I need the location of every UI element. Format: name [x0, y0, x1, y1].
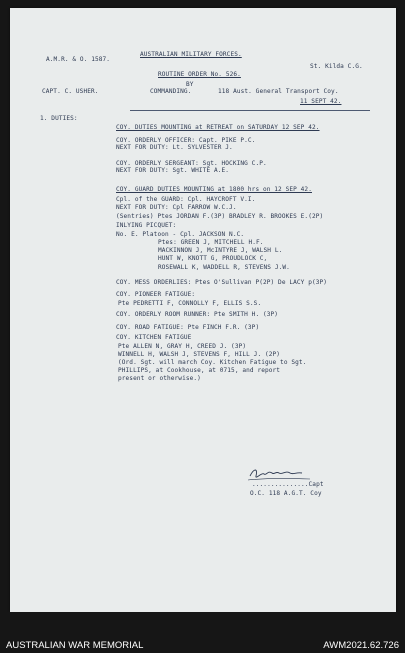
duty-line: COY. ORDERLY ROOM RUNNER: Pte SMITH H. (3P) [116, 311, 279, 318]
duty-line: COY. KITCHEN FATIGUE [116, 334, 192, 341]
order-date: 11 SEPT 42. [300, 98, 342, 105]
order-reference: A.M.R. & O. 1587. [46, 56, 111, 63]
duty-line: COY. ORDERLY SERGEANT: Sgt. HOCKING C.P. [116, 160, 267, 167]
footer-catalog-id: AWM2021.62.726 [323, 640, 399, 651]
footer-institution: AUSTRALIAN WAR MEMORIAL [6, 640, 144, 651]
unit-name: 118 Aust. General Transport Coy. [218, 88, 339, 95]
duty-line: Ptes: GREEN J, MITCHELL H.F. [158, 239, 264, 246]
duty-line: HUNT W, KNOTT G, PROUDLOCK C, [158, 255, 268, 262]
by-label: BY [186, 81, 194, 88]
duty-line: NEXT FOR DUTY: Cpl FARROW W.C.J. [116, 204, 237, 211]
duty-line: NEXT FOR DUTY: Sgt. WHITE A.E. [116, 167, 230, 174]
archive-footer [0, 612, 405, 653]
document-page [10, 8, 396, 612]
duty-line: (Sentries) Ptes JORDAN F.(3P) BRADLEY R. BROOKES E.(2P) [116, 213, 324, 220]
routine-order-number: ROUTINE ORDER No. 526. [158, 71, 241, 78]
duty-line: NEXT FOR DUTY: Lt. SYLVESTER J. [116, 144, 233, 151]
duty-line: Cpl. of the GUARD: Cpl. HAYCROFT V.I. [116, 196, 256, 203]
duty-line: INLYING PICQUET: [116, 222, 177, 229]
header-rule [130, 110, 370, 111]
document-title: AUSTRALIAN MILITARY FORCES. [140, 51, 242, 58]
officer-name: CAPT. C. USHER. [42, 88, 99, 95]
duty-line: COY. GUARD DUTIES MOUNTING at 1800 hrs on 12 SEP 42. [116, 186, 312, 193]
signature-title: O.C. 118 A.G.T. Coy [250, 490, 322, 497]
commanding-label: COMMANDING. [150, 88, 192, 95]
duty-line: PHILLIPS, at Cookhouse, at 0715, and report [118, 367, 281, 374]
duty-line: COY. PIONEER FATIGUE: [116, 291, 196, 298]
duty-line: COY. ORDERLY OFFICER: Capt. PIKE P.C. [116, 137, 256, 144]
duty-line: WINNELL H, WALSH J, STEVENS F, HILL J. (2P) [118, 351, 281, 358]
duty-line: MACKINNON J, McINTYRE J, WALSH L. [158, 247, 283, 254]
duty-line: No. E. Platoon - Cpl. JACKSON N.C. [116, 231, 245, 238]
duty-line: present or otherwise.) [118, 375, 201, 382]
duty-line: (Ord. Sgt. will march Coy. Kitchen Fatigue to Sgt. [118, 359, 307, 366]
signature-line: ...............Capt [252, 481, 324, 488]
duty-line: Pte ALLEN N, GRAY H, CREED J. (3P) [118, 343, 247, 350]
duty-line: Pte PEDRETTI F, CONNOLLY F, ELLIS S.S. [118, 300, 262, 307]
duty-line: COY. ROAD FATIGUE: Pte FINCH F.R. (3P) [116, 324, 260, 331]
duty-line: COY. DUTIES MOUNTING at RETREAT on SATURDAY 12 SEP 42. [116, 124, 320, 131]
section-duties-label: 1. DUTIES: [40, 115, 78, 122]
duty-line: ROSEWALL K, WADDELL R, STEVENS J.W. [158, 264, 290, 271]
duty-line: COY. MESS ORDERLIES: Ptes O'Sullivan P(2P) De LACY p(3P) [116, 279, 328, 286]
location: St. Kilda C.G. [310, 63, 363, 70]
